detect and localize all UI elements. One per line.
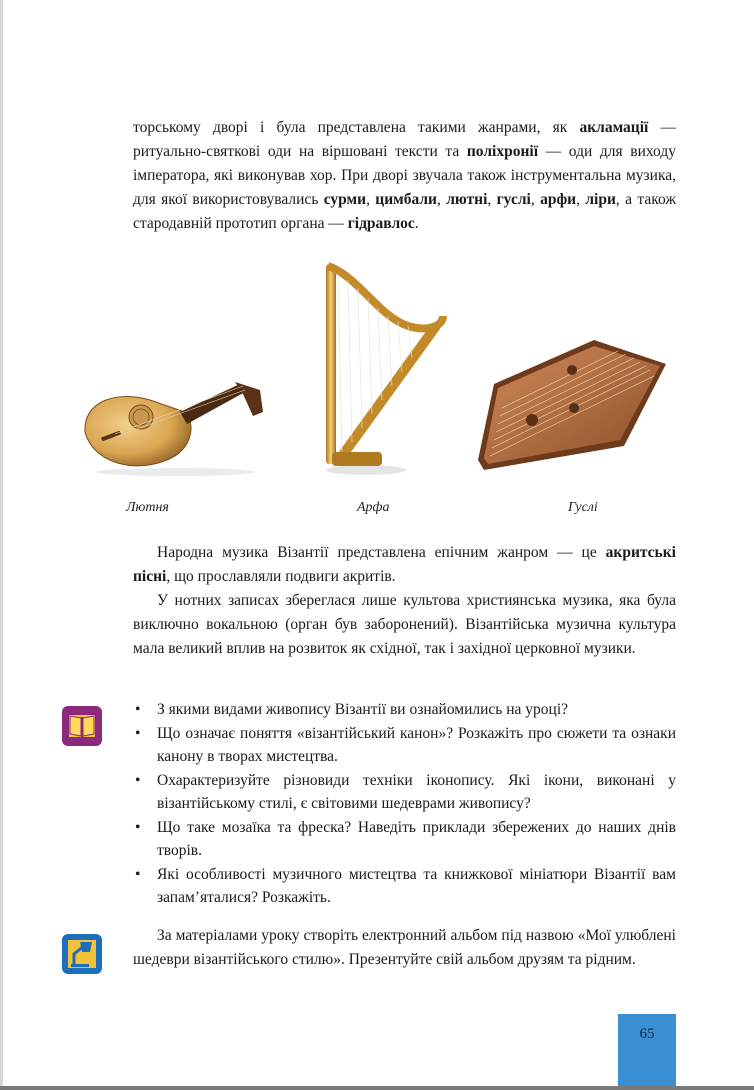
intro-text: — ритуально-святкові оди на віршовані тексти та — [133, 119, 677, 160]
lute-caption: Лютня — [126, 500, 169, 515]
list-item: • Що означає поняття «візантійський канон»? Розкажіть про сюжети та ознаки канону в творах мистецтва. — [133, 722, 676, 769]
folk-music-section — [133, 541, 676, 661]
term-liutni: лютні — [446, 191, 488, 208]
page-bottom-line — [0, 1086, 754, 1090]
term-aklamatsii: акламації — [579, 119, 649, 136]
separator: , — [530, 191, 541, 208]
page-edge — [0, 0, 3, 1090]
term-polikhronii: поліхронії — [466, 143, 539, 160]
page-number: 65 — [639, 1026, 655, 1042]
intro-paragraph — [133, 116, 676, 236]
notation-paragraph: У нотних записах збереглася лише культова християнська музика, яка була виключно вокальною (орган був заборонений). Візантійська музична культура мала великий вплив на розвиток як східної, так і західної церковної музики. — [133, 592, 676, 657]
term-tsymbaly: цимбали — [375, 191, 437, 208]
harp-illustration — [318, 256, 448, 478]
lamp-icon — [62, 934, 102, 974]
page-number-tab — [618, 1014, 676, 1090]
term-akrytski-pisni: акритські пісні — [133, 544, 676, 585]
harp-caption: Арфа — [357, 500, 390, 515]
separator: , — [576, 191, 586, 208]
separator: . — [414, 215, 419, 232]
folk-text: , що прославляли подвиги акритів. — [166, 568, 396, 585]
term-arfy: арфи — [540, 191, 577, 208]
intro-text: торському дворі і була представлена такими жанрами, як — [133, 119, 580, 136]
term-liry: ліри — [585, 191, 616, 208]
task-paragraph: За матеріалами уроку створіть електронний альбом під назвою «Мої улюблені шедеври візантійського стилю». Презентуйте свій альбом друзям та рідним. — [133, 927, 676, 968]
questions-list — [133, 698, 676, 910]
list-item: • З якими видами живопису Візантії ви ознайомились на уроці? — [133, 698, 676, 722]
gusli-caption: Гуслі — [568, 500, 598, 515]
gusli-illustration — [474, 336, 670, 474]
separator: , — [436, 191, 447, 208]
separator: , — [487, 191, 497, 208]
separator: , — [366, 191, 376, 208]
book-icon — [62, 706, 102, 746]
list-item: • Охарактеризуйте різновиди техніки іконопису. Які ікони, виконані у візантійському стилі, є світовими шедеврами живопису? — [133, 769, 676, 816]
term-surmy: сурми — [323, 191, 367, 208]
lute-illustration — [75, 372, 270, 477]
list-item: • Які особливості музичного мистецтва та книжкової мініатюри Візантії вам запам’яталися? Розкажіть. — [133, 863, 676, 910]
folk-paragraph — [133, 541, 676, 589]
list-item: • Що таке мозаїка та фреска? Наведіть приклади збережених до наших днів творів. — [133, 816, 676, 863]
intro-text: — оди для виходу імператора, які виконував хор. При дворі звучала також інструментальна музика, для якої використовувались — [133, 143, 676, 208]
folk-text: Народна музика Візантії представлена епічним жанром — це — [157, 544, 606, 561]
intro-text: , а також стародавній прототип органа — — [133, 191, 677, 232]
term-hidravlos: гідравлос — [347, 215, 415, 232]
term-husli: гуслі — [496, 191, 531, 208]
